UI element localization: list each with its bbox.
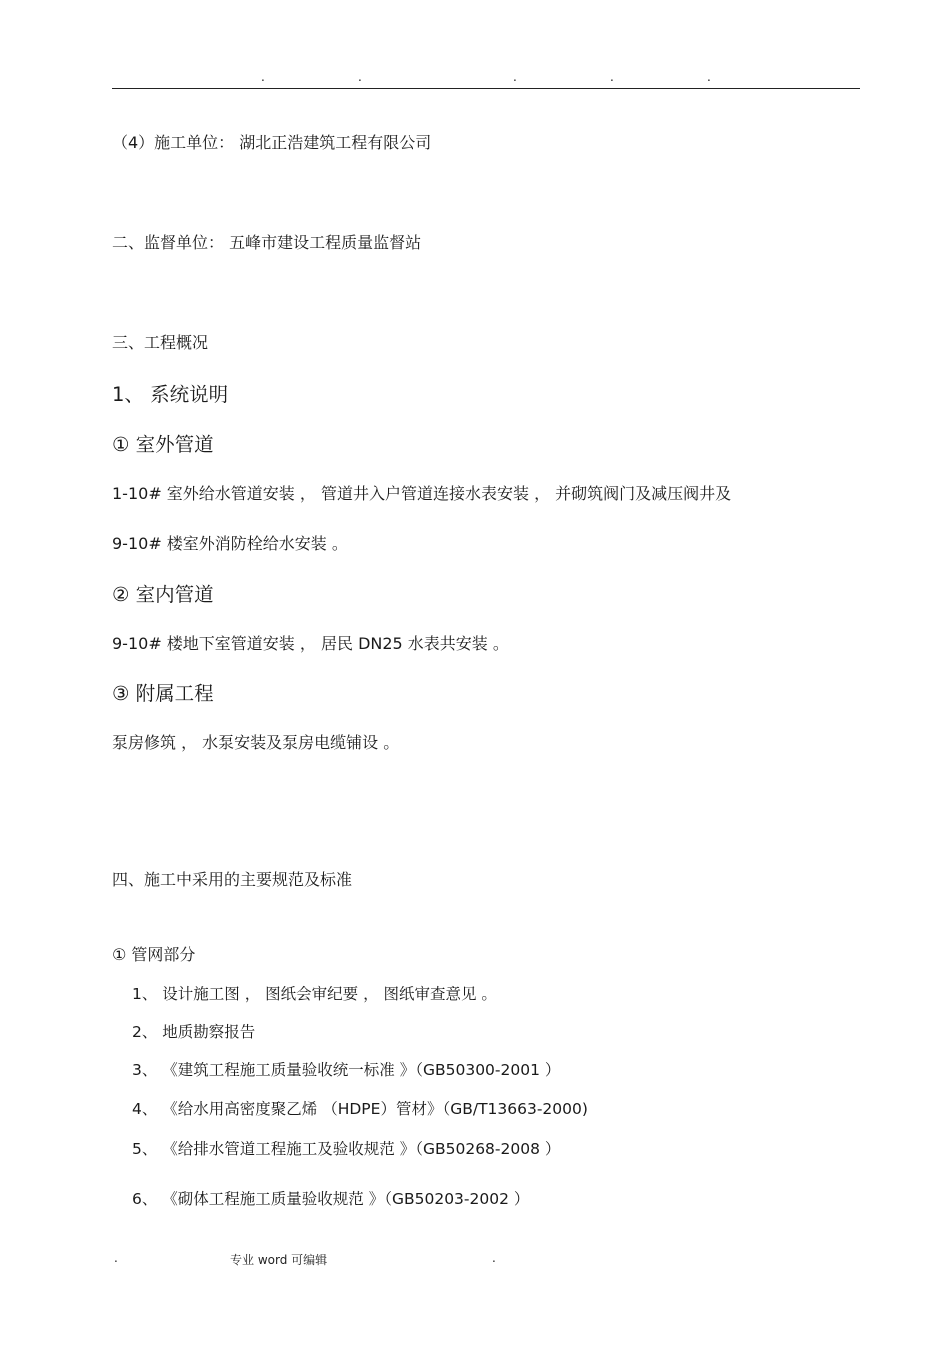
header-rule	[112, 88, 860, 89]
list-item: 4、 《给水用高密度聚乙烯 （HDPE）管材》（GB/T13663-2000)	[132, 1100, 588, 1118]
section-heading-standards: 四、施工中采用的主要规范及标准	[112, 870, 353, 889]
header-dot: .	[610, 70, 614, 84]
header-dot: .	[358, 70, 362, 84]
subheading-ancillary-works: ③ 附属工程	[112, 682, 214, 705]
list-item: 5、 《给排水管道工程施工及验收规范 》（GB50268-2008 ）	[132, 1140, 561, 1158]
list-item: 2、 地质勘察报告	[132, 1023, 256, 1041]
list-item: 1、 设计施工图 ， 图纸会审纪要 ， 图纸审查意见 。	[132, 985, 497, 1003]
outdoor-pipes-text-2: 9-10# 楼室外消防栓给水安装 。	[112, 534, 348, 553]
subheading-outdoor-pipes: ① 室外管道	[112, 433, 214, 456]
subheading-pipe-network: ① 管网部分	[112, 945, 196, 964]
list-item: 6、 《砌体工程施工质量验收规范 》（GB50203-2002 ）	[132, 1190, 530, 1208]
header-dot: .	[707, 70, 711, 84]
list-item: 3、 《建筑工程施工质量验收统一标准 》（GB50300-2001 ）	[132, 1061, 561, 1079]
outdoor-pipes-text-1: 1-10# 室外给水管道安装 ， 管道井入户管道连接水表安装 ， 并砌筑阀门及减压阀井及	[112, 484, 732, 503]
footer-text: 专业 word 可编辑	[230, 1253, 328, 1267]
header-dot: .	[261, 70, 265, 84]
header-dot: .	[513, 70, 517, 84]
subheading-system-description: 1、 系统说明	[112, 383, 229, 406]
footer-right-dot: .	[492, 1251, 496, 1265]
section-heading-overview: 三、工程概况	[112, 333, 209, 352]
supervision-unit-line: 二、监督单位： 五峰市建设工程质量监督站	[112, 233, 422, 252]
construction-unit-line: （4）施工单位： 湖北正浩建筑工程有限公司	[112, 133, 432, 152]
indoor-pipes-text: 9-10# 楼地下室管道安装 ， 居民 DN25 水表共安装 。	[112, 634, 509, 653]
ancillary-works-text: 泵房修筑 ， 水泵安装及泵房电缆铺设 。	[112, 733, 400, 752]
subheading-indoor-pipes: ② 室内管道	[112, 583, 214, 606]
footer-left-dot: .	[114, 1251, 118, 1265]
